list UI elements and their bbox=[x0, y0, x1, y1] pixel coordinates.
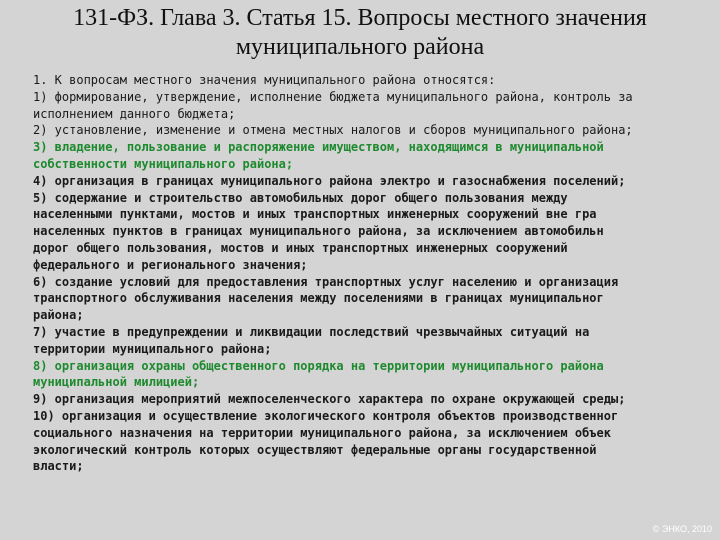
text-line: 7) участие в предупреждении и ликвидации последствий чрезвычайных ситуаций на bbox=[33, 324, 590, 339]
slide-title bbox=[30, 4, 690, 62]
copyright-footer: © ЭНКО, 2010 bbox=[652, 524, 712, 534]
text-line: федерального и регионального значения; bbox=[33, 257, 308, 272]
text-line: населенных пунктов в границах муниципального района, за исключением автомобильн bbox=[33, 224, 604, 239]
text-line-highlighted: 3) владение, пользование и распоряжение имуществом, находящимся в муниципальной bbox=[33, 140, 604, 155]
text-line-highlighted: собственности муниципального района; bbox=[33, 156, 294, 171]
text-line: 5) содержание и строительство автомобильных дорог общего пользования между bbox=[33, 190, 568, 205]
text-line: транспортного обслуживания населения между поселениями в границах муниципальног bbox=[33, 291, 604, 306]
text-line: территории муниципального района; bbox=[33, 341, 272, 356]
title-line-1: 131-ФЗ. Глава 3. Статья 15. Вопросы местного значения bbox=[73, 5, 647, 31]
text-line: социального назначения на территории муниципального района, за исключением объек bbox=[33, 425, 611, 440]
text-line: дорог общего пользования, мостов и иных транспортных инженерных сооружений bbox=[33, 240, 568, 255]
text-line: 1. К вопросам местного значения муниципального района относятся: bbox=[33, 73, 496, 87]
title-line-2: муниципального района bbox=[235, 34, 485, 60]
text-line: населенными пунктами, мостов и иных транспортных инженерных сооружений вне гра bbox=[33, 207, 597, 222]
text-line-highlighted: муниципальной милицией; bbox=[33, 375, 200, 390]
text-line: исполнением данного бюджета; bbox=[33, 106, 236, 121]
text-line: 10) организация и осуществление экологического контроля объектов производственног bbox=[33, 408, 619, 423]
text-line: 9) организация мероприятий межпоселенческого характера по охране окружающей среды; bbox=[33, 392, 626, 407]
text-line: 1) формирование, утверждение, исполнение бюджета муниципального района, контроль за bbox=[33, 89, 633, 104]
text-line: 6) создание условий для предоставления транспортных услуг населению и организация bbox=[33, 274, 619, 289]
text-line: 4) организация в границах муниципального района электро и газоснабжения поселений; bbox=[33, 173, 626, 188]
text-line-highlighted: 8) организация охраны общественного порядка на территории муниципального района bbox=[33, 358, 604, 373]
text-line: власти; bbox=[33, 459, 84, 474]
text-line: района; bbox=[33, 308, 84, 323]
text-line: 2) установление, изменение и отмена местных налогов и сборов муниципального района; bbox=[33, 123, 633, 138]
text-line: экологический контроль которых осуществляют федеральные органы государственной bbox=[33, 442, 597, 457]
slide-body bbox=[33, 72, 720, 475]
